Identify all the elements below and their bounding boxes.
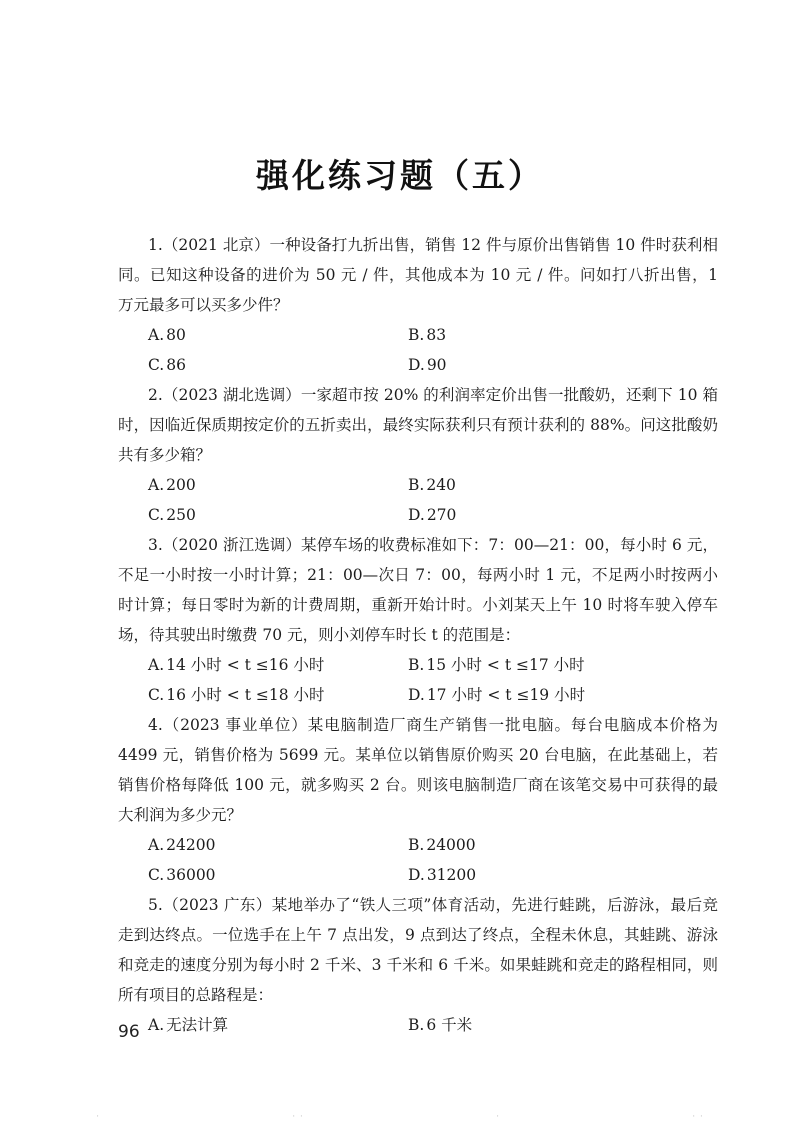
answer-option xyxy=(148,500,408,530)
answer-option xyxy=(408,1010,668,1040)
question-list xyxy=(118,230,718,1040)
option-value: 24200 xyxy=(166,836,216,854)
answer-option xyxy=(148,470,408,500)
option-label: C. xyxy=(148,686,165,704)
option-label: C. xyxy=(148,506,165,524)
answer-option xyxy=(148,860,408,890)
option-label: B. xyxy=(408,1016,425,1034)
answer-option xyxy=(148,350,408,380)
option-value: 无法计算 xyxy=(166,1016,229,1034)
option-label: D. xyxy=(408,686,425,704)
question-text: 4.（2023 事业单位）某电脑制造厂商生产销售一批电脑。每台电脑成本价格为 4499 元，销售价格为 5699 元。某单位以销售原价购买 20 台电脑，在此基础上，若销售价格每降低 100 元，就多购买 2 台。则该电脑制造厂商在该笔交易中可获得的最大利润为多少元？ xyxy=(118,716,718,824)
option-value: 200 xyxy=(166,476,196,494)
option-value: 16 小时 < t ≤18 小时 xyxy=(166,686,325,704)
question-text: 5.（2023 广东）某地举办了“铁人三项”体育活动，先进行蛙跳，后游泳，最后竞走到达终点。一位选手在上午 7 点出发，9 点到达了终点，全程未休息，其蛙跳、游泳和竞走的速度分别为每小时 2 千米、3 千米和 6 千米。如果蛙跳和竞走的路程相同，则所有项目的总路程是： xyxy=(118,896,718,1004)
page-title: 强化练习题（五） xyxy=(256,156,544,195)
option-value: 250 xyxy=(166,506,196,524)
scan-dot: · xyxy=(96,1112,100,1122)
option-value: 24000 xyxy=(426,836,476,854)
question-block xyxy=(118,530,718,710)
question-text: 1.（2021 北京）一种设备打九折出售，销售 12 件与原价出售销售 10 件时获利相同。已知这种设备的进价为 50 元 / 件，其他成本为 10 元 / 件。问如打八折出售，1 万元最多可以买多少件？ xyxy=(118,236,718,314)
option-value: 31200 xyxy=(426,866,477,884)
option-value: 36000 xyxy=(166,866,216,884)
option-value: 90 xyxy=(426,356,447,374)
option-value: 240 xyxy=(426,476,456,494)
option-value: 86 xyxy=(166,356,186,374)
option-value: 83 xyxy=(426,326,447,344)
answer-option xyxy=(408,320,668,350)
option-label: A. xyxy=(148,836,165,854)
answer-option xyxy=(408,680,668,710)
page-number: 96 xyxy=(118,1022,140,1042)
option-label: B. xyxy=(408,656,425,674)
option-label: A. xyxy=(148,1016,165,1034)
scan-dot: · · xyxy=(692,1112,704,1122)
answer-option xyxy=(148,680,408,710)
question-text: 3.（2020 浙江选调）某停车场的收费标准如下：7：00—21：00，每小时 6 元，不足一小时按一小时计算；21：00—次日 7：00，每两小时 1 元，不足两小时按两小时计算；每日零时为新的计费周期，重新开始计时。小刘某天上午 10 时将车驶入停车场，待其驶出时缴费 70 元，则小刘停车时长 t 的范围是： xyxy=(118,536,718,644)
answer-options xyxy=(118,1010,718,1040)
option-label: C. xyxy=(148,866,165,884)
answer-option xyxy=(408,860,668,890)
option-label: A. xyxy=(148,476,165,494)
answer-option xyxy=(408,830,668,860)
option-label: D. xyxy=(408,866,425,884)
option-label: D. xyxy=(408,356,425,374)
answer-options xyxy=(118,320,718,380)
question-text: 2.（2023 湖北选调）一家超市按 20% 的利润率定价出售一批酸奶，还剩下 10 箱时，因临近保质期按定价的五折卖出，最终实际获利只有预计获利的 88%。问这批酸奶共有多少箱？ xyxy=(118,386,718,464)
answer-option xyxy=(408,470,668,500)
option-label: A. xyxy=(148,326,165,344)
scan-artifacts xyxy=(0,1112,800,1122)
answer-options xyxy=(118,650,718,710)
option-label: B. xyxy=(408,836,425,854)
option-label: B. xyxy=(408,326,425,344)
answer-option xyxy=(148,830,408,860)
question-block xyxy=(118,890,718,1040)
option-value: 80 xyxy=(166,326,186,344)
option-label: A. xyxy=(148,656,165,674)
answer-option xyxy=(408,350,668,380)
question-block xyxy=(118,230,718,380)
answer-option xyxy=(408,500,668,530)
question-block xyxy=(118,380,718,530)
option-value: 15 小时 < t ≤17 小时 xyxy=(426,656,585,674)
scan-dot: · xyxy=(496,1112,500,1122)
answer-options xyxy=(118,470,718,530)
answer-option xyxy=(148,650,408,680)
option-label: D. xyxy=(408,506,425,524)
option-label: B. xyxy=(408,476,425,494)
option-value: 17 小时 < t ≤19 小时 xyxy=(426,686,586,704)
answer-option xyxy=(148,1010,408,1040)
answer-option xyxy=(148,320,408,350)
question-block xyxy=(118,710,718,890)
option-value: 6 千米 xyxy=(426,1016,473,1034)
answer-options xyxy=(118,830,718,890)
scan-dot: · · xyxy=(292,1112,304,1122)
option-value: 270 xyxy=(426,506,457,524)
answer-option xyxy=(408,650,668,680)
option-label: C. xyxy=(148,356,165,374)
option-value: 14 小时 < t ≤16 小时 xyxy=(166,656,325,674)
